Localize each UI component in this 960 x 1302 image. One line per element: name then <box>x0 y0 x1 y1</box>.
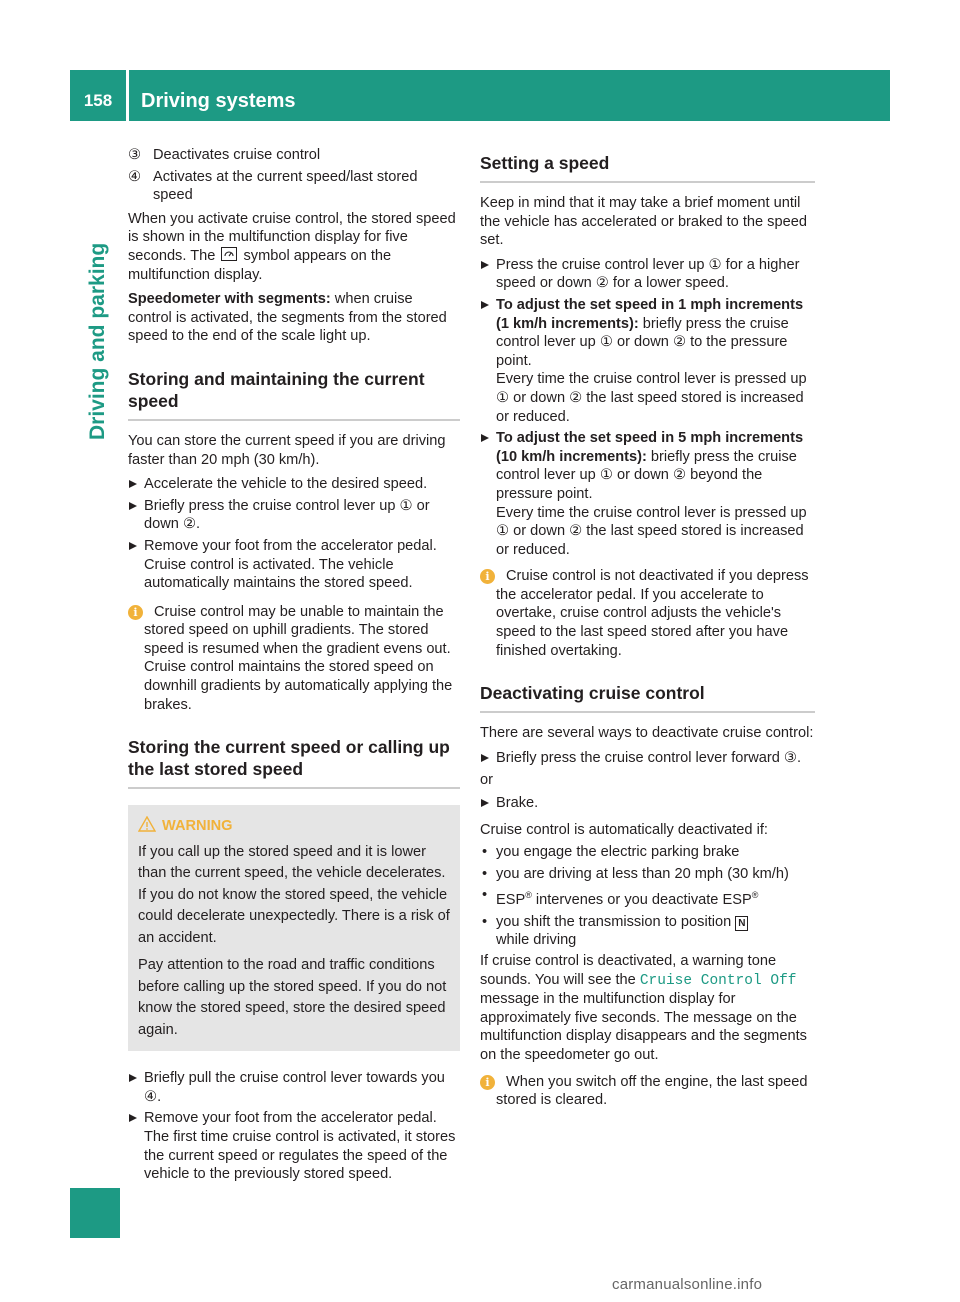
condition-item: • you engage the electric parking brake <box>482 844 740 861</box>
arrow-icon <box>481 261 489 269</box>
step-item: Briefly pull the cruise control lever towards you ④. <box>128 1069 460 1106</box>
arrow-icon <box>129 1114 137 1122</box>
heading-storing: Storing and maintaining the current speed <box>128 368 460 421</box>
page-number: 158 <box>83 91 113 110</box>
step-item: Briefly press the cruise control lever forward ③. <box>480 749 815 768</box>
arrow-icon <box>129 480 137 488</box>
arrow-icon <box>481 301 489 309</box>
paragraph-setting: Keep in mind that it may take a brief moment until the vehicle has accelerated or braked to the speed set. <box>480 195 807 249</box>
legend-item: ④ Activates at the current speed/last stored speed <box>128 168 418 204</box>
warning-text: Pay attention to the road and traffic conditions before calling up the stored speed. If you do not know the stored speed, store the desired speed again. <box>138 957 447 1038</box>
watermark: carmanualsonline.info <box>612 1276 763 1293</box>
display-message: Cruise Control Off <box>639 972 797 989</box>
arrow-icon <box>481 754 489 762</box>
condition-item: • you are driving at less than 20 mph (30 km/h) <box>482 865 789 882</box>
info-note: i When you switch off the engine, the last speed stored is cleared. <box>480 1073 815 1110</box>
cruise-control-icon <box>221 247 237 261</box>
info-note: i Cruise control may be unable to maintain the stored speed on uphill gradients. The stored speed is resumed when the gradient evens out. Cruise control maintains the stored speed on downhill gradients by automatically applying the brakes. <box>128 603 460 715</box>
info-note: i Cruise control is not deactivated if you depress the accelerator pedal. If you accelerate to overtake, cruise control adjusts the vehicle's speed to the last speed stored after you have finished overtaking. <box>480 567 815 660</box>
step-item: Press the cruise control lever up ① for a higher speed or down ② for a lower speed. <box>480 256 815 293</box>
step-item: Remove your foot from the accelerator pedal. Cruise control is activated. The vehicle automatically maintains the stored speed. <box>128 537 460 593</box>
info-icon: i <box>480 569 495 584</box>
gear-n-symbol: N <box>735 916 748 931</box>
step-item: Brake. <box>480 794 815 813</box>
warning-text: If you call up the stored speed and it is lower than the current speed, the vehicle decelerates. If you do not know the stored speed, the vehicle could decelerate unexpectedly. There is a risk of an accident. <box>138 843 450 946</box>
info-icon: i <box>480 1075 495 1090</box>
left-column <box>128 146 460 1184</box>
paragraph-activate: When you activate cruise control, the stored speed is shown in the multifunction display for five seconds. The symbol appears on the multifunction display. <box>128 210 456 283</box>
paragraph-store: You can store the current speed if you are driving faster than 20 mph (30 km/h). <box>128 432 446 468</box>
legend-item: ③ Deactivates cruise control <box>128 147 321 163</box>
condition-item: • you shift the transmission to position N while driving <box>480 913 815 950</box>
heading-calling: Storing the current speed or calling up the last stored speed <box>128 736 460 789</box>
heading-deactivating: Deactivating cruise control <box>480 682 815 713</box>
condition-item: • ESP® intervenes or you deactivate ESP® <box>482 887 759 909</box>
arrow-icon <box>129 1074 137 1082</box>
step-item: Briefly press the cruise control lever up ① or down ②. <box>128 497 460 534</box>
step-item: To adjust the set speed in 5 mph increments (10 km/h increments): briefly press the cruise control lever up ① or down ② beyond the pressure point. Every time the cruise control lever is pressed up ① or down ② the last speed stored is increased or reduced. <box>480 429 815 559</box>
paragraph-tone: If cruise control is deactivated, a warning tone sounds. You will see the Cruise Control Off message in the multifunction display for approximately five seconds. The message on the multifunction display disappears and the segments on the speedometer go out. <box>480 953 807 1064</box>
heading-setting: Setting a speed <box>480 152 815 183</box>
paragraph-deactivate: There are several ways to deactivate cruise control: <box>480 725 814 742</box>
warning-icon <box>138 816 156 832</box>
warning-box <box>128 805 460 1051</box>
paragraph-speedometer: Speedometer with segments: when cruise control is activated, the segments from the stored speed to the end of the scale light up. <box>128 291 447 345</box>
paragraph-auto: Cruise control is automatically deactivated if: <box>480 821 768 838</box>
arrow-icon <box>129 502 137 510</box>
header-divider <box>126 70 129 121</box>
or-text: or <box>480 772 493 789</box>
step-item: Remove your foot from the accelerator pedal. The first time cruise control is activated, it stores the current speed or regulates the speed of the vehicle to the previously stored speed. <box>128 1109 460 1183</box>
section-title: Driving systems <box>141 90 296 112</box>
side-tab-label: Driving and parking <box>86 242 109 440</box>
arrow-icon <box>481 434 489 442</box>
arrow-icon <box>129 542 137 550</box>
warning-title: WARNING <box>138 816 450 838</box>
info-icon: i <box>128 605 143 620</box>
side-tab-block <box>70 1188 120 1238</box>
step-item: To adjust the set speed in 1 mph increments (1 km/h increments): briefly press the cruise control lever up ① or down ② to the pressure point. Every time the cruise control lever is pressed up ① or down ② the last speed stored is increased or reduced. <box>480 296 815 426</box>
step-item: Accelerate the vehicle to the desired speed. <box>128 475 460 494</box>
arrow-icon <box>481 799 489 807</box>
right-column <box>480 146 815 1118</box>
